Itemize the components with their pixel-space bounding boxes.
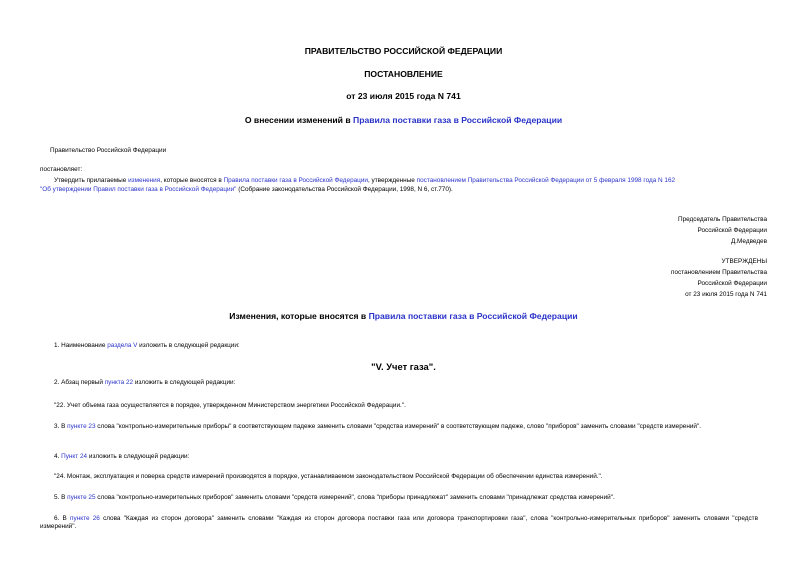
- point-25-link[interactable]: пункте 25: [67, 494, 96, 501]
- document-title: [0, 115, 807, 125]
- point-24-link[interactable]: Пункт 24: [61, 453, 88, 460]
- section-title: "V. Учет газа".: [371, 361, 436, 372]
- signature-position: Председатель Правительства: [678, 216, 767, 223]
- approved-country: Российской Федерации: [697, 280, 767, 287]
- item-2: 2. Абзац первый пункта 22 изложить в следующей редакции:: [54, 379, 236, 386]
- point-22-link[interactable]: пункта 22: [104, 379, 134, 386]
- rules-link[interactable]: Правила поставки газа в Российской Федерации: [223, 177, 368, 184]
- changes-title-rules-link[interactable]: Правила поставки газа в Российской Федерации: [368, 311, 578, 321]
- changes-title: Изменения, которые вносятся в Правила поставки газа в Российской Федерации: [229, 311, 578, 321]
- item-4: 4. Пункт 24 изложить в следующей редакции:: [54, 453, 190, 460]
- title-prefix: О внесении изменений в: [244, 115, 354, 125]
- item-2-quote: "22. Учет объема газа осуществляется в порядке, утвержденном Министерством энергетики Российской Федерации.".: [54, 402, 406, 409]
- item-3: 3. В пункте 23 слова "контрольно-измерительные приборы" в соответствующем падеже заменить словами "средства измерений" в соответствующем падеже, слово "приборов" заменить словами "средств измерений".: [54, 423, 702, 430]
- resolution-title-link[interactable]: "Об утверждении Правил поставки газа в Российской Федерации": [40, 186, 237, 193]
- point-23-link[interactable]: пункте 23: [67, 423, 96, 430]
- approved-heading: УТВЕРЖДЕНЫ: [721, 258, 767, 265]
- intro-paragraph-line2: "Об утверждении Правил поставки газа в Российской Федерации" (Собрание законодательства Российской Федерации, 1998, N 6, ст.770).: [40, 186, 453, 193]
- title-rules-link[interactable]: Правила поставки газа в Российской Федерации: [353, 115, 563, 125]
- signature-country: Российской Федерации: [697, 227, 767, 234]
- intro-government: Правительство Российской Федерации: [50, 147, 167, 154]
- section-v-link[interactable]: раздела V: [107, 342, 138, 349]
- item-1: 1. Наименование раздела V изложить в следующей редакции:: [54, 342, 240, 349]
- document-date-number: от 23 июля 2015 года N 741: [346, 91, 461, 101]
- government-heading: ПРАВИТЕЛЬСТВО РОССИЙСКОЙ ФЕДЕРАЦИИ: [304, 46, 503, 56]
- intro-decides: постановляет:: [40, 166, 83, 173]
- item-6: 6. В пункте 26 слова "Каждая из сторон договора" заменить словами "Каждая из сторон договора поставки газа или договора транспортировки газа", слова "контрольно-измерительных приборов" заменить словами "средств измерений".: [40, 515, 758, 531]
- changes-link[interactable]: изменения: [128, 177, 161, 184]
- approved-resolution: постановлением Правительства: [671, 269, 767, 276]
- approved-date: от 23 июля 2015 года N 741: [685, 291, 767, 298]
- resolution-link[interactable]: постановлением Правительства Российской Федерации от 5 февраля 1998 года N 162: [416, 177, 676, 184]
- document-type: ПОСТАНОВЛЕНИЕ: [364, 69, 443, 79]
- item-5: 5. В пункте 25 слова "контрольно-измерительных приборов" заменить словами "средств измерений", слова "приборы принадлежат" заменить словами "принадлежат средства измерений".: [54, 494, 615, 501]
- intro-paragraph-line1: Утвердить прилагаемые изменения, которые вносятся в Правила поставки газа в Российской Федерации, утвержденные постановлением Правительства Российской Федерации от 5 февраля 1998 года N 162: [54, 177, 676, 184]
- item-4-quote: "24. Монтаж, эксплуатация и поверка средств измерений производятся в порядке, устанавливаемом законодательством Российской Федерации об обеспечении единства измерений.".: [54, 473, 603, 480]
- point-26-link[interactable]: пункте 26: [70, 515, 100, 522]
- signature-name: Д.Медведев: [730, 238, 767, 245]
